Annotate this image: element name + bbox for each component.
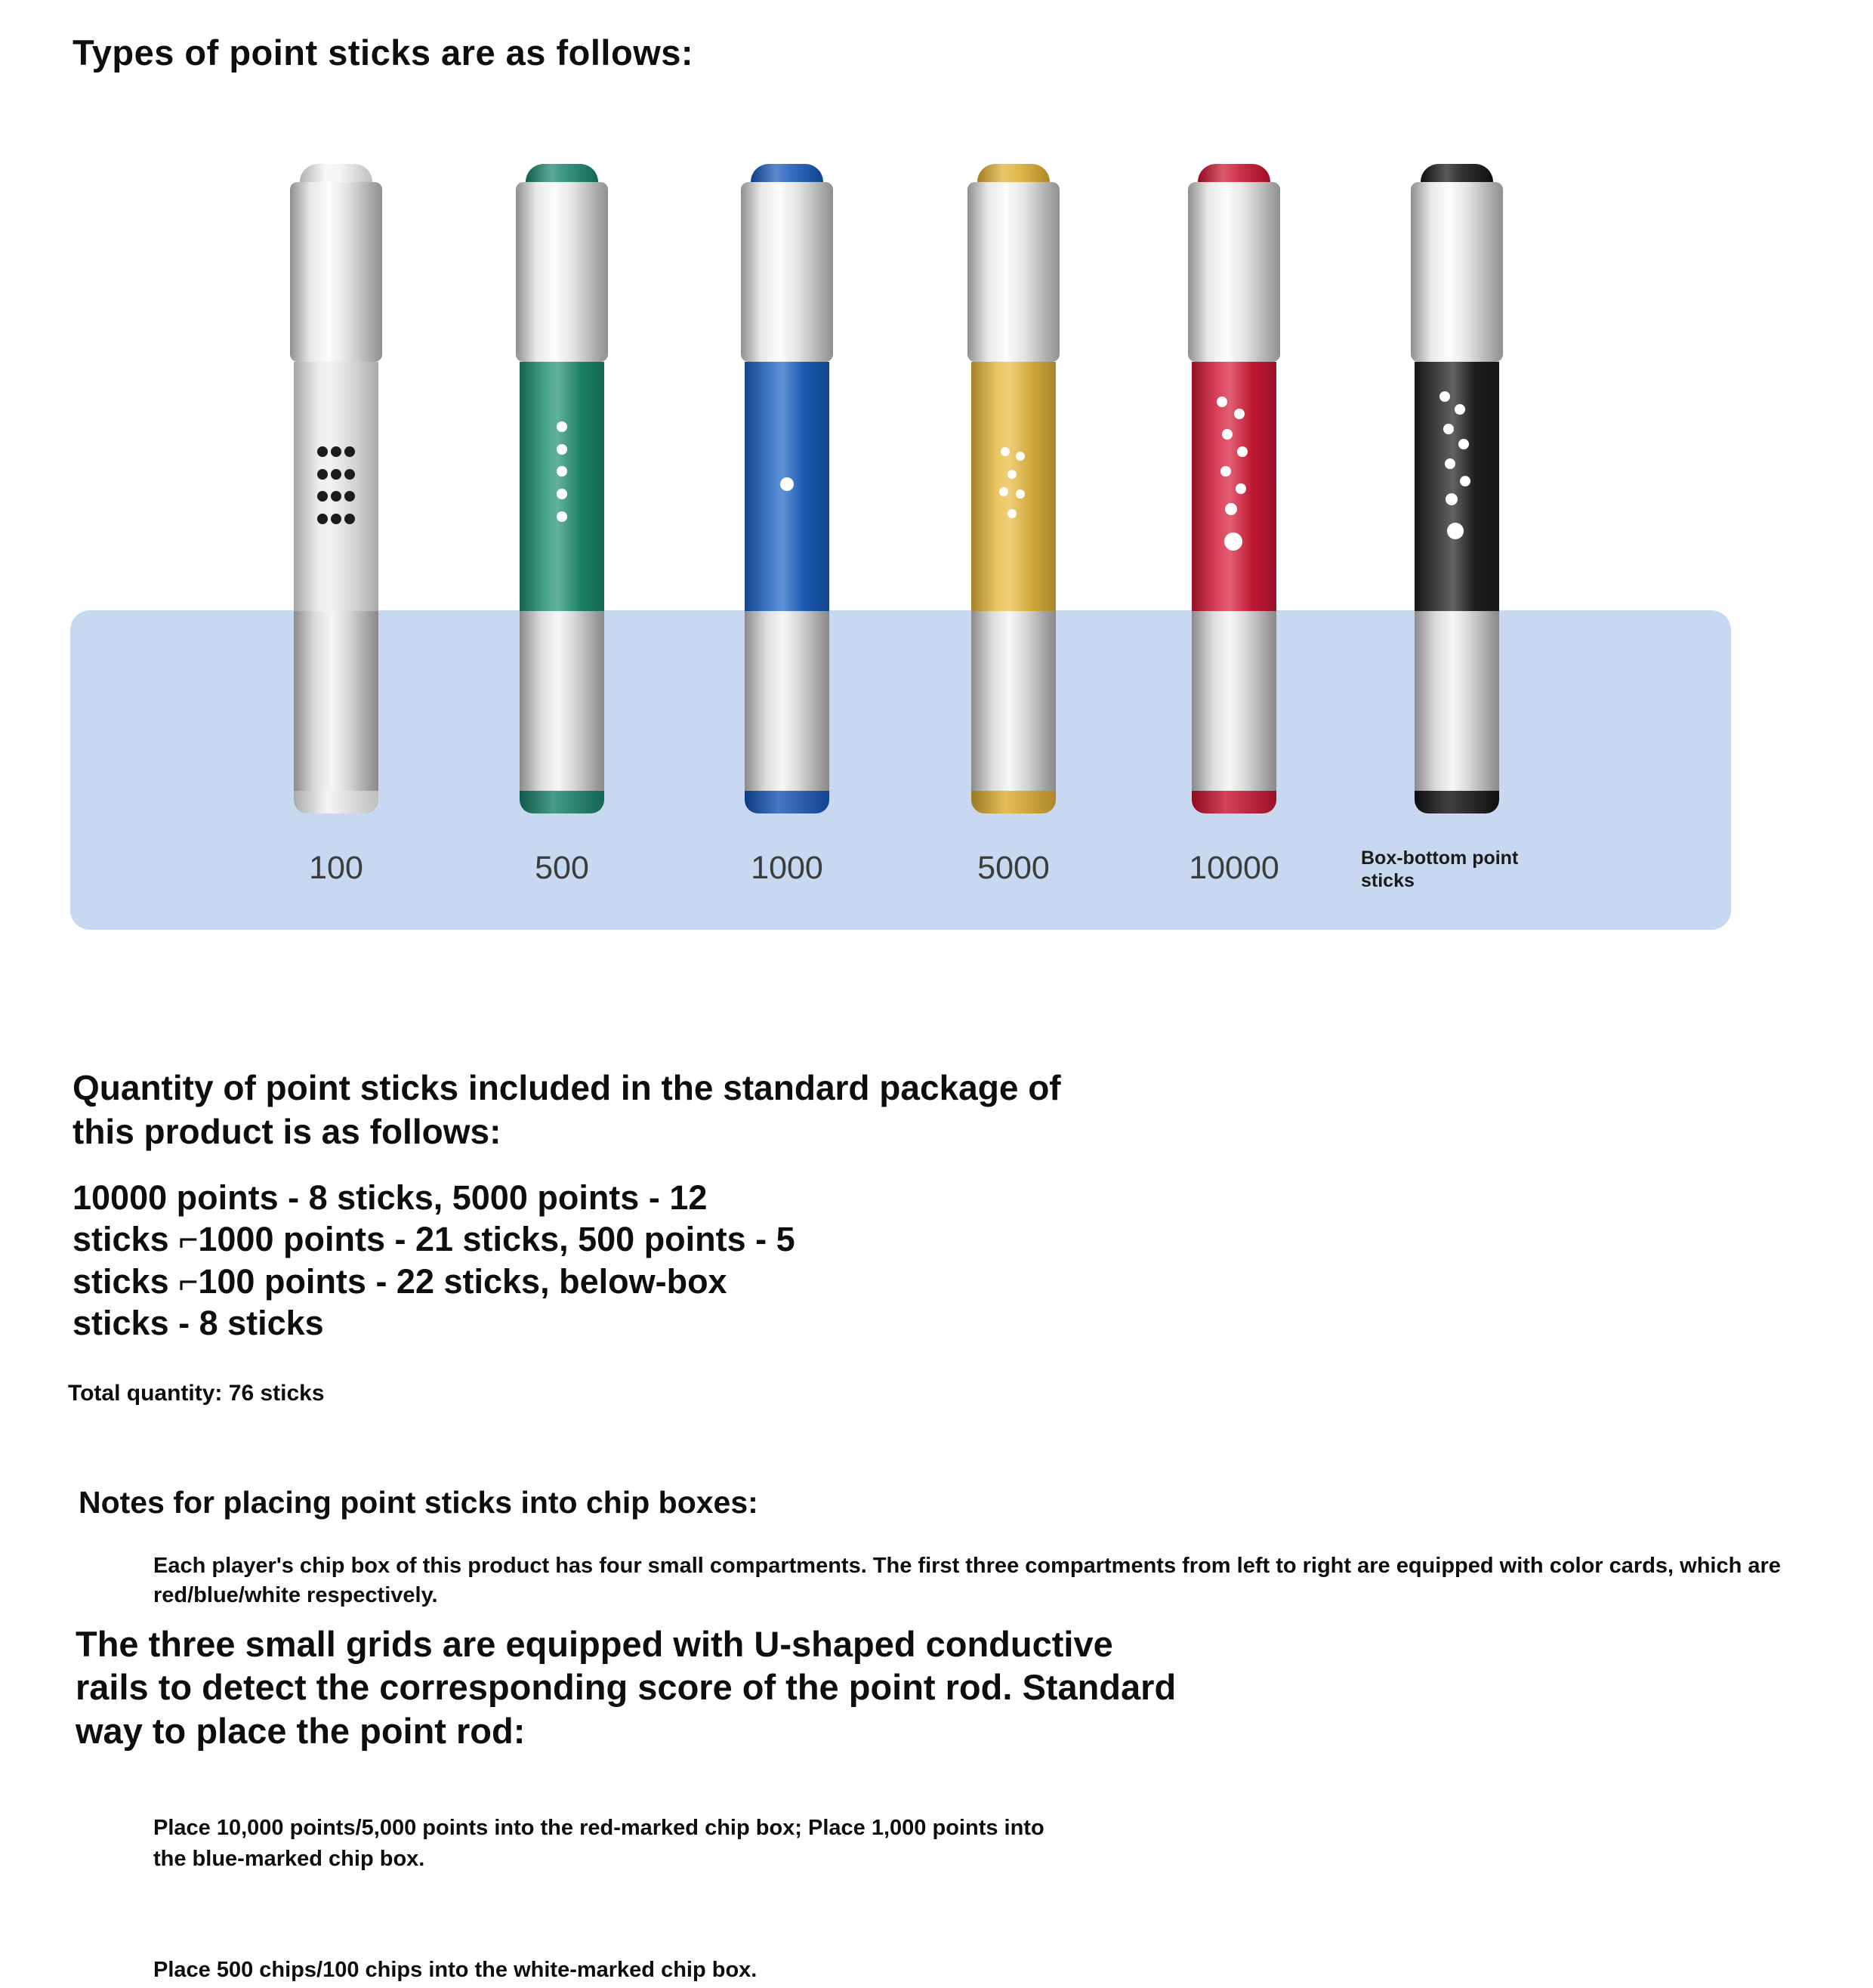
stick-dot [1443,424,1454,434]
stick-label: 500 [535,850,589,886]
stick-bottom-tip [745,791,829,813]
page-title: Types of point sticks are as follows: [73,32,694,73]
stick-cap [741,182,833,362]
stick-bottom-tip [1192,791,1276,813]
stick-cap [290,182,382,362]
stick-dot [331,514,341,524]
stick-dot [1439,391,1450,402]
stick-dot [344,491,355,502]
stick-dot [557,511,567,522]
quantity-heading: Quantity of point sticks included in the standard package of this product is as follows: [73,1068,1061,1151]
placement-red-blue-note: Place 10,000 points/5,000 points into the red-marked chip box; Place 1,000 points into the blue-marked chip box. [153,1816,1044,1871]
placement-white-note: Place 500 chips/100 chips into the white-marked chip box. [153,1958,758,1982]
stick-lower-section [745,611,829,791]
stick-dot [1007,470,1017,479]
stick-lower-section [1415,611,1499,791]
stick-bottom-tip [1415,791,1499,813]
stick-dot [557,444,567,455]
stick-dot [1458,439,1469,449]
stick-cap [1411,182,1503,362]
stick-dot [317,491,328,502]
stick-cap [1188,182,1280,362]
stick-dot [331,469,341,480]
stick-bottom-tip [520,791,604,813]
stick-dot [1001,447,1010,456]
stick-body [745,362,829,611]
stick-dot [317,469,328,480]
stick-5000 [964,164,1063,927]
stick-lower-section [971,611,1056,791]
stick-dot [344,514,355,524]
stick-dot [1234,409,1245,419]
stick-label: 10000 [1189,850,1279,886]
stick-bottom-tip [971,791,1056,813]
stick-dot [1217,397,1227,407]
stick-dot [1237,446,1248,457]
stick-dot [1007,509,1017,518]
stick-label: 1000 [751,850,823,886]
stick-dot [317,446,328,457]
stick-dot [317,514,328,524]
stick-lower-section [294,611,378,791]
stick-dot [344,446,355,457]
stick-label: Box-bottom point sticks [1361,847,1519,891]
stick-dot [1016,452,1025,461]
stick-body [971,362,1056,611]
stick-dot [1236,483,1246,494]
stick-dot [1016,489,1025,499]
quantity-total: Total quantity: 76 sticks [68,1381,325,1406]
stick-dot [780,477,794,491]
stick-body [520,362,604,611]
stick-500 [513,164,611,927]
notes-heading: Notes for placing point sticks into chip boxes: [79,1485,758,1520]
stick-dot [1225,503,1237,515]
stick-10000 [1185,164,1283,927]
stick-dot [1224,532,1242,551]
stick-dot [1460,476,1470,486]
stick-dot [557,421,567,432]
stick-label: 100 [309,850,363,886]
quantity-details: 10000 points - 8 sticks, 5000 points - 12 sticks ⌐1000 points - 21 sticks, 500 points - 5 sticks ⌐100 points - 22 sticks, below-box sticks - 8 sticks [73,1178,795,1343]
stick-body [294,362,378,611]
stick-lower-section [1192,611,1276,791]
stick-label: 5000 [977,850,1050,886]
stick-cap [967,182,1060,362]
stick-dot [331,491,341,502]
stick-dot [1220,466,1231,477]
stick-dot [557,466,567,477]
stick-lower-section [520,611,604,791]
stick-bottom-tip [294,791,378,813]
point-sticks-figure [0,0,1873,982]
stick-dot [1446,493,1458,505]
stick-dot [1222,429,1233,440]
stick-dot [344,469,355,480]
stick-box-bottom-point-sticks [1361,164,1519,927]
stick-dot [331,446,341,457]
stick-body [1192,362,1276,611]
compartments-note: Each player's chip box of this product has four small compartments. The first three compartments from left to right are equipped with color cards, which are red/blue/white respectively. [153,1554,1781,1608]
stick-1000 [738,164,836,927]
stick-dot [1447,523,1464,539]
stick-dot [999,487,1008,496]
stick-cap [516,182,608,362]
grids-note: The three small grids are equipped with U-shaped conductive rails to detect the corresponding score of the point rod. Standard way to place the point rod: [76,1624,1177,1751]
stick-dot [557,489,567,499]
stick-dot [1455,404,1465,415]
stick-body [1415,362,1499,611]
stick-dot [1445,458,1455,469]
stick-100 [287,164,385,927]
